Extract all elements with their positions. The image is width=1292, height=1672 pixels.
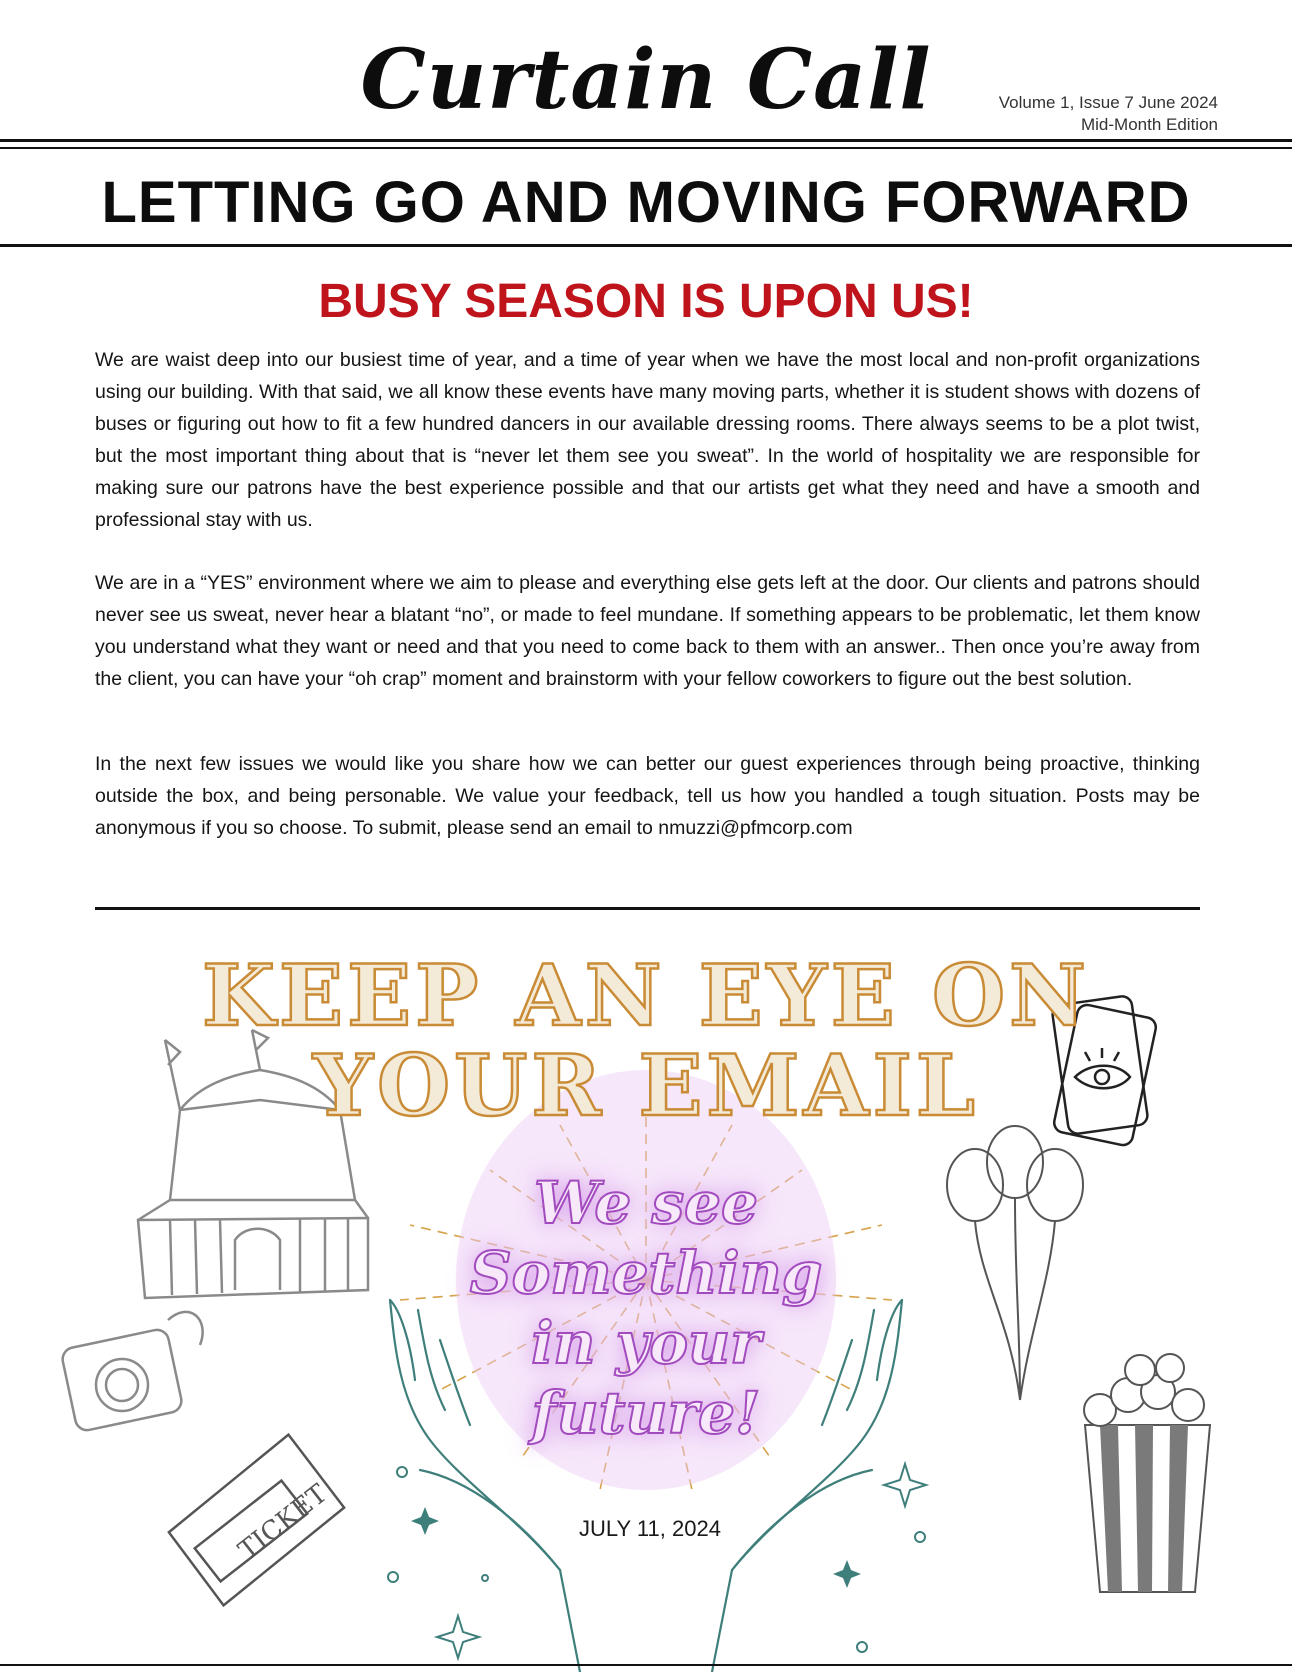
issue-info — [999, 92, 1218, 136]
paragraph-3: In the next few issues we would like you share how we can better our guest experiences through being proactive, thinking outside the box, and being personable. We value your feedback, tell us how you handled a tough situation. Posts may be anonymous if you so choose. To submit, please send an email to nmuzzi@pfmcorp.com — [95, 753, 1200, 839]
event-date: JULY 11, 2024 — [579, 1516, 721, 1541]
fortune-text — [446, 1168, 846, 1448]
paragraph-1: We are waist deep into our busiest time of year, and a time of year when we have the most local and non-profit organizations using our building. With that said, we all know these events have many moving parts, whether it is student shows with dozens of buses or figuring out how to fit a few hundred dancers in our available dressing rooms. There always seems to be a plot twist, but the most important thing about that is “never let them see you sweat”. In the world of hospitality we are responsible for making sure our patrons have the best experience possible and that our artists get what they need and have a smooth and professional stay with us. — [95, 349, 1200, 531]
fortune-line-2: Something — [469, 1239, 823, 1307]
fortune-line-4: future! — [531, 1379, 761, 1447]
balloons-icon — [947, 1126, 1083, 1400]
masthead-rule-top — [0, 139, 1292, 142]
headline-rule — [0, 244, 1292, 247]
paragraph-2: We are in a “YES” environment where we aim to please and everything else gets left at the door. Our clients and patrons should never see us sweat, never hear a blatant “no”, or made to feel mundane. If something appears to be problematic, let them know you understand what they want or need and that you need to come back to them with an answer.. Then once you’re away from the client, you can have your “oh crap” moment and brainstorm with your fellow coworkers to figure out the best solution. — [95, 572, 1200, 690]
promo-line-2: YOUR EMAIL — [313, 1036, 979, 1135]
issue-line: Volume 1, Issue 7 June 2024 — [998, 93, 1218, 112]
headline: LETTING GO AND MOVING FORWARD — [101, 170, 1191, 235]
masthead-title: Curtain Call — [360, 32, 932, 128]
section-title: BUSY SEASON IS UPON US! — [318, 275, 974, 328]
edition-label: Mid-Month Edition — [1080, 115, 1218, 134]
ticket-text: TICKET — [233, 1478, 334, 1566]
popcorn-icon — [1084, 1354, 1210, 1592]
fortune-line-3: in your — [531, 1309, 761, 1377]
page-bottom-rule — [0, 1664, 1292, 1666]
promo-line-1: KEEP AN EYE ON — [202, 946, 1090, 1045]
ticket-icon — [158, 1428, 356, 1611]
masthead-rule-bottom — [0, 147, 1292, 149]
fortune-line-1: We see — [534, 1169, 758, 1237]
sparkle-icon — [388, 1464, 926, 1658]
camera-icon — [60, 1312, 202, 1432]
